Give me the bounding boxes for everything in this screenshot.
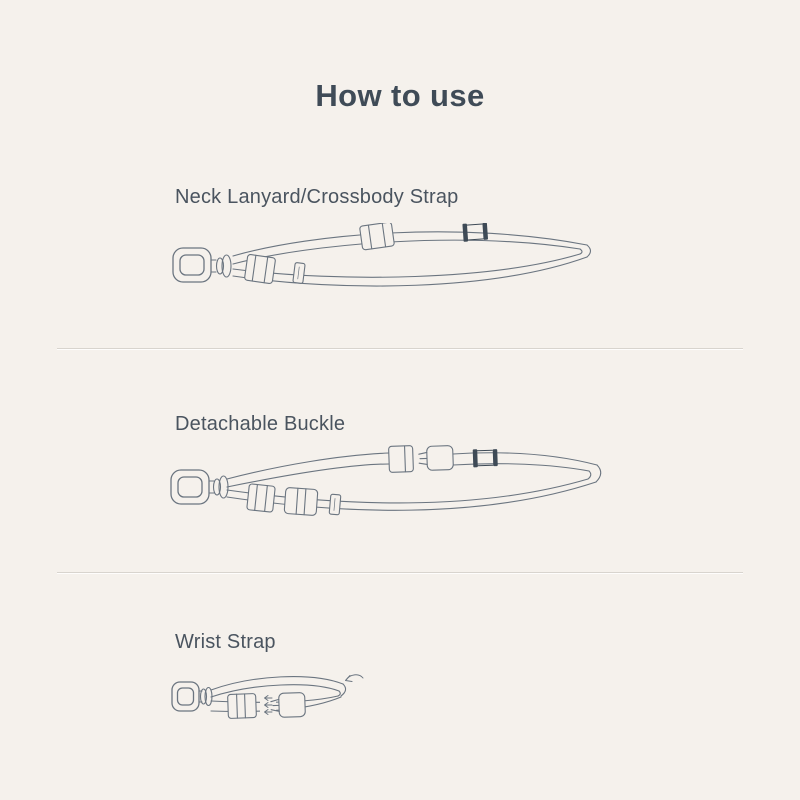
slider-buckle-icon — [244, 254, 275, 284]
label-tag-icon — [329, 494, 341, 515]
carabiner-clip-icon — [173, 248, 211, 282]
divider — [57, 572, 743, 573]
strap-collar — [199, 688, 212, 706]
buckle-male-half-icon — [419, 446, 454, 471]
carabiner-clip-icon — [171, 470, 209, 504]
buckle-female-half-icon — [389, 446, 414, 473]
section-heading-wrist-strap: Wrist Strap — [175, 631, 276, 653]
carabiner-clip-icon — [172, 682, 199, 711]
wrist-strap-illustration — [162, 671, 367, 741]
neck-lanyard-illustration — [163, 223, 603, 303]
detachable-buckle-illustration — [161, 438, 631, 540]
wrap-arrow-icon — [346, 675, 364, 682]
slider-buckle-icon — [359, 223, 394, 250]
strap-collar — [209, 476, 228, 498]
section-heading-neck-lanyard: Neck Lanyard/Crossbody Strap — [175, 186, 459, 208]
section-heading-detachable-buckle: Detachable Buckle — [175, 413, 346, 435]
release-buckle-icon — [284, 487, 318, 515]
buckle-female-half-icon — [228, 694, 257, 719]
insert-arrow-icons — [265, 696, 273, 715]
divider — [57, 348, 743, 349]
label-tag-icon — [293, 262, 305, 283]
slide-lock-icon — [473, 449, 498, 468]
page-title: How to use — [315, 78, 485, 113]
strap-collar — [211, 255, 231, 277]
slider-buckle-icon — [247, 484, 276, 513]
